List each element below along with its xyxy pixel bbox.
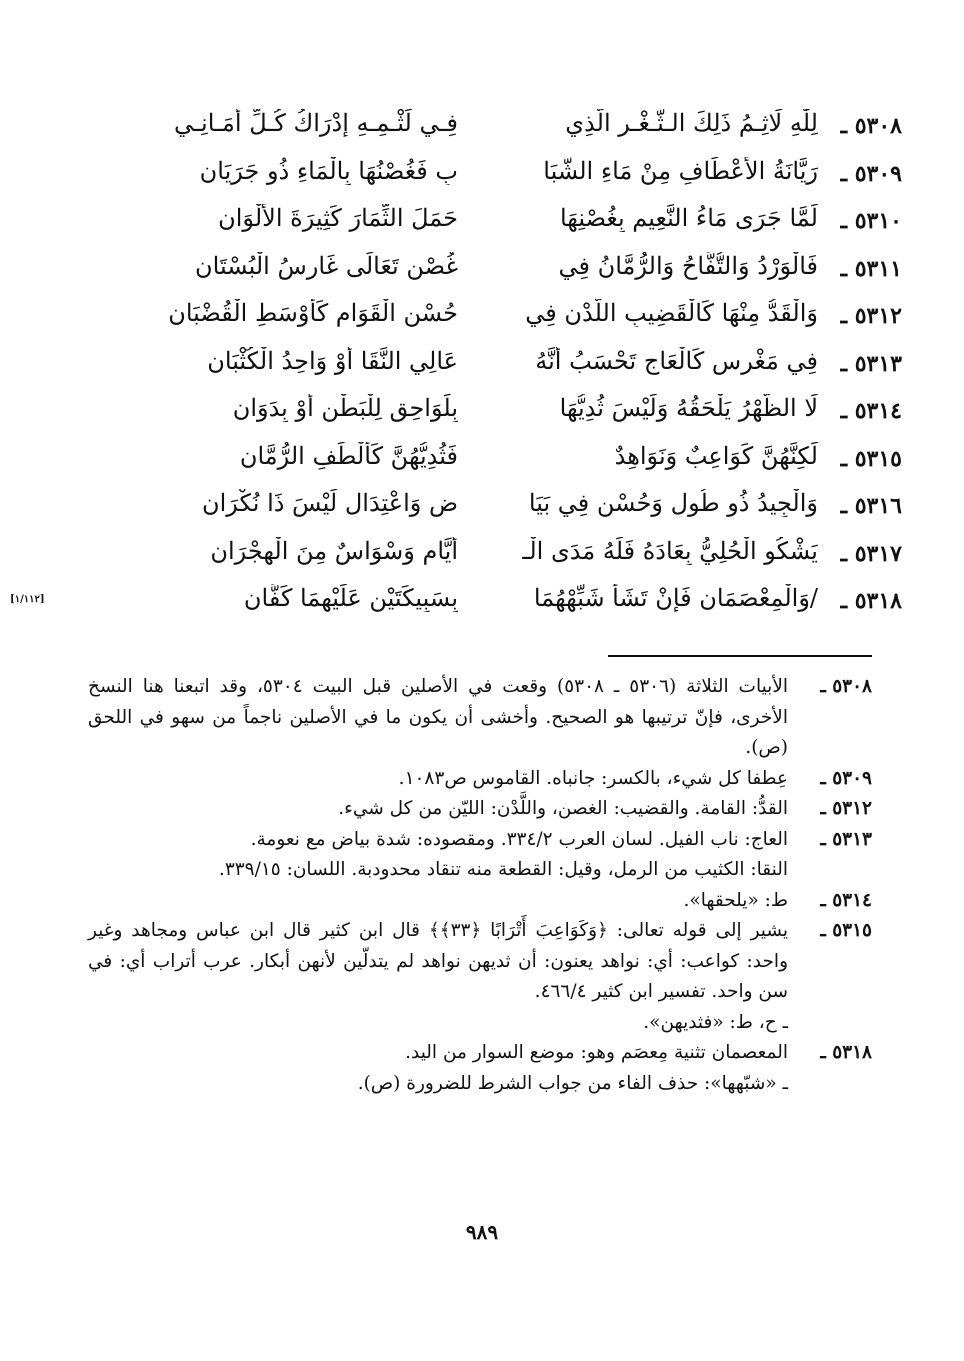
second-hemistich: حُسْنِ الْقَوَامِ كَأَوْسَطِ الْقُضْبَانِ xyxy=(168,299,458,327)
footnote-line: يشير إلى قوله تعالى: ﴿وَكَوَاعِبَ أَتْرَابًا ﴿٣٣﴾﴾ قال ابن كثير قال ابن عباس ومجاهد وغير واحد: كواعب: أي: نواهد يعنون: أن ثديهن نواهد لم يتدلّين لأنهن أبكار. عرب أتراب أي: في سن واحد. تفسير ابن كثير ٤٦٦/٤. xyxy=(88,920,789,1002)
footnote xyxy=(88,764,872,795)
footnote-text xyxy=(88,794,788,825)
footnote xyxy=(88,825,872,886)
footnote-line: ط: «يلحقها». xyxy=(683,889,788,911)
verse-number: ٥٣٠٩ ـ xyxy=(840,160,902,187)
footnote-text xyxy=(88,886,788,917)
verse-line xyxy=(30,103,902,151)
footnote-text xyxy=(88,764,788,795)
verse-number: ٥٣١٤ ـ xyxy=(840,398,902,424)
first-hemistich: يَشْكُو الْحُلِيُّ بِعَادَهُ فَلَهُ مَدَى الْـ xyxy=(522,536,818,565)
second-hemistich: ضٍ وَاعْتِدَالٍ لَيْسَ ذَا نُكْرَانِ xyxy=(201,489,458,517)
verse-number: ٥٣١٠ ـ xyxy=(840,208,902,234)
verse-line xyxy=(30,388,902,436)
footnotes xyxy=(88,672,872,1099)
footnote xyxy=(88,794,872,825)
verse-line xyxy=(30,151,902,199)
footnote xyxy=(88,916,872,1038)
verse-line xyxy=(30,341,902,389)
second-hemistich: بِلَوَاحِقٍ لِلْبَطْنِ أَوْ بِدَوَانِ xyxy=(232,394,458,422)
first-hemistich: وَالْقَدُّ مِنْهَا كَالْقَضِيبِ اللَّدْنِ فِي xyxy=(525,299,818,327)
footnote-number: ٥٣١٨ ـ xyxy=(820,1042,872,1063)
verse-number: ٥٣١٣ ـ xyxy=(840,350,902,377)
second-hemistich: أَيَّامِ وَسْوَاسٌ مِنَ الْهِجْرَانِ xyxy=(210,536,458,565)
page-number: ٩٨٩ xyxy=(465,1220,499,1244)
first-hemistich: لَا الظَّهْرُ يَلْحَقُهُ وَلَيْسَ ثُدِيُّهَا xyxy=(559,394,818,422)
second-hemistich: بِ فَغُصْنُهَا بِالْمَاءِ ذُو جَرَيَانِ xyxy=(199,156,458,185)
verse-line xyxy=(30,293,902,341)
footnote-line: ـ ح، ط: «فثديهن». xyxy=(643,1011,788,1033)
second-hemistich: بِسَبِيكَتَيْنِ عَلَيْهِمَا كَفَّانِ xyxy=(243,584,458,612)
second-hemistich: غُصْنٍ تَعَالَى غَارِسُ الْبُسْتَانِ xyxy=(195,251,458,280)
second-hemistich: حَمَلَ الثِّمَارَ كَثِيرَةَ الأَلْوَانِ xyxy=(218,204,458,232)
verse-number: ٥٣١٦ ـ xyxy=(840,493,902,519)
first-hemistich: فِي مَغْرِسٍ كَالْعَاجِ تَحْسَبُ أَنَّهُ xyxy=(535,346,818,375)
footnote-text xyxy=(88,916,788,1038)
footnote-line: عِطفا كل شيء، بالكسر: جانباه. القاموس ص١٠٨٣. xyxy=(398,767,788,789)
footnote-number: ٥٣١٢ ـ xyxy=(820,798,872,819)
first-hemistich: لَكِنَّهُنَّ كَوَاعِبٌ وَنَوَاهِدٌ xyxy=(614,441,818,470)
first-hemistich: لَمَّا جَرَى مَاءُ النَّعِيمِ بِغُصْنِهَا xyxy=(559,204,818,232)
footnote-line: الأبيات الثلاثة (٥٣٠٦ ـ ٥٣٠٨) وقعت في الأصلين قبل البيت ٥٣٠٤، وقد اتبعنا هنا النسخ الأخرى، فإنّ ترتيبها هو الصحيح. وأخشى أن يكون ما في الأصلين ناجماً من سهو في اللحق (ص). xyxy=(88,676,789,758)
footnote-text xyxy=(88,825,788,886)
verse-number: ٥٣١١ ـ xyxy=(840,255,902,282)
footnote-number: ٥٣١٥ ـ xyxy=(820,920,872,941)
footnote-line: القدُّ: القامة. والقضيب: الغصن، واللَّدْن: الليّن من كل شيء. xyxy=(338,798,788,819)
footnote-text xyxy=(88,672,788,764)
first-hemistich: رَيَّانَةُ الأَعْطَافِ مِنْ مَاءِ الشَّبَا xyxy=(543,156,818,185)
verse-line xyxy=(30,198,902,246)
footnote-line: العاج: ناب الفيل. لسان العرب ٣٣٤/٢. ومقصوده: شدة بياض مع نعومة. xyxy=(250,828,788,850)
footnote-separator xyxy=(608,655,872,657)
footnote-number: ٥٣١٣ ـ xyxy=(820,828,872,850)
second-hemistich: عَالِي النَّقَا أَوْ وَاحِدُ الْكُثْبَانِ xyxy=(207,346,458,375)
second-hemistich: فِـي لَثْـمِـهِ إِدْرَاكُ كُـلِّ أَمَـانِـي xyxy=(174,109,458,137)
first-hemistich: فَالْوَرْدُ وَالتُّفَّاحُ وَالرُّمَّانُ فِي xyxy=(558,251,818,280)
footnote xyxy=(88,672,872,764)
footnote-line: ـ «شبّهها»: حذف الفاء من جواب الشرط للضرورة (ص). xyxy=(357,1072,788,1094)
footnote-line: النقا: الكثيب من الرمل، وقيل: القطعة منه تنقاد محدودبة. اللسان: ٣٣٩/١٥. xyxy=(218,859,788,880)
verse-line xyxy=(30,531,902,579)
verse-number: ٥٣١٧ ـ xyxy=(840,540,902,567)
verse-number: ٥٣٠٨ ـ xyxy=(840,113,902,139)
footnote-text xyxy=(88,1038,788,1099)
footnote-number: ٥٣١٤ ـ xyxy=(820,889,872,911)
first-hemistich: وَالْجِيدُ ذُو طُولٍ وَحُسْنٍ فِي بَيَا xyxy=(528,489,818,517)
verse-number: ٥٣١٢ ـ xyxy=(840,303,902,329)
verse-line xyxy=(30,483,902,531)
footnote xyxy=(88,886,872,917)
verse-line xyxy=(30,436,902,484)
second-hemistich: فَثُدِيُّهُنَّ كَأَلْطَفِ الرُّمَّانِ xyxy=(239,441,458,470)
footnote xyxy=(88,1038,872,1099)
verse-number: ٥٣١٨ ـ xyxy=(840,588,902,614)
footnote-number: ٥٣٠٩ ـ xyxy=(820,767,872,789)
verse-line xyxy=(30,246,902,294)
first-hemistich: لِلّٰهِ لَاثِـمُ ذَلِكَ الـثَّـغْـرِ الَّذِي xyxy=(565,109,818,137)
poem-verses xyxy=(10,103,902,626)
verse-line xyxy=(10,578,902,626)
verse-number: ٥٣١٥ ـ xyxy=(840,445,902,472)
manuscript-page-reference: [١/١١٢] xyxy=(10,594,45,605)
footnote-line: المعصمان تثنية مِعصَم وهو: موضع السوار من اليد. xyxy=(405,1042,788,1063)
footnote-number: ٥٣٠٨ ـ xyxy=(820,676,872,697)
first-hemistich: /وَالْمِعْصَمَانِ فَإِنْ تَشَأْ شَبِّهْهُمَا xyxy=(533,584,818,612)
